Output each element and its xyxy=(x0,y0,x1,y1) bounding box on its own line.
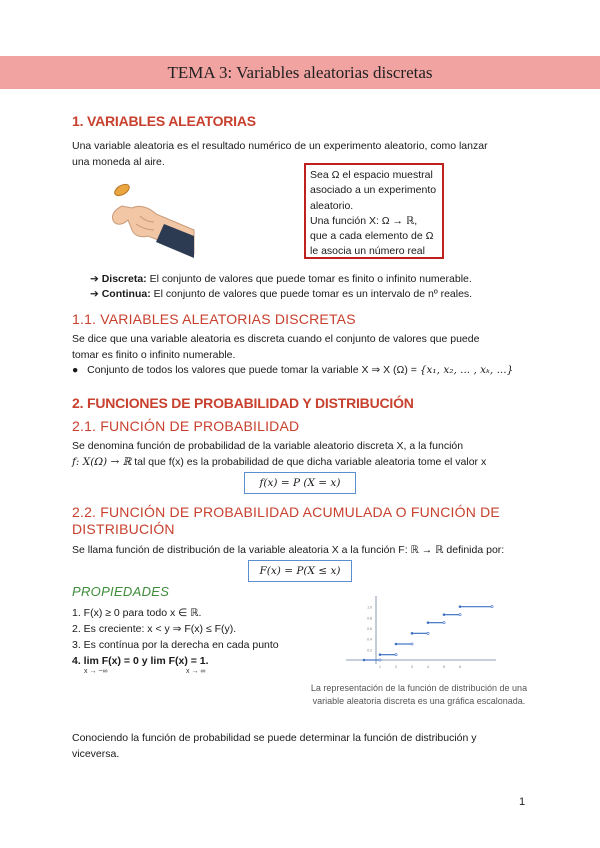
bullet-discreta xyxy=(90,271,472,287)
step-closed-point xyxy=(411,632,414,635)
coin-icon xyxy=(113,182,131,198)
step-open-point xyxy=(427,632,429,634)
property-item: 1. F(x) ≥ 0 para todo x ∈ ℝ. xyxy=(72,607,202,619)
step-closed-point xyxy=(427,621,430,624)
x-tick-label: 6 xyxy=(459,665,461,669)
step-open-point xyxy=(459,614,461,616)
prob-line-2 xyxy=(72,454,486,470)
step-closed-point xyxy=(379,653,382,656)
coin-toss-illustration xyxy=(104,180,196,258)
definition-box xyxy=(304,163,444,259)
figure-caption: La representación de la función de distribución de una variable aleatoria discreta es una gráfica escalonada. xyxy=(310,683,528,706)
page-title: TEMA 3: Variables aleatorias discretas xyxy=(167,63,433,82)
step-open-point xyxy=(379,659,381,661)
step-open-point xyxy=(491,606,493,608)
set-notation: {x₁, x₂, ... , xₖ, ...} xyxy=(419,364,514,376)
section-heading-2-1: 2.1. FUNCIÓN DE PROBABILIDAD xyxy=(72,418,300,434)
y-tick-label: 0.4 xyxy=(367,637,372,642)
arrow-icon: ➔ xyxy=(90,273,102,285)
section-heading-2-2-line1: 2.2. FUNCIÓN DE PROBABILIDAD ACUMULADA O FUNCIÓN DE xyxy=(72,504,500,520)
arrow-icon: ➔ xyxy=(90,288,102,300)
definition-line: que a cada elemento de Ω xyxy=(310,230,434,243)
bullet-text: El conjunto de valores que puede tomar es finito o infinito numerable. xyxy=(146,273,472,285)
set-bullet xyxy=(72,362,513,378)
definition-line: aleatorio. xyxy=(310,199,354,212)
bullet-label: Continua: xyxy=(101,288,151,300)
property-item: 2. Es creciente: x < y ⇒ F(x) ≤ F(y). xyxy=(72,623,237,635)
intro-line-2: una moneda al aire. xyxy=(72,156,165,168)
discreta-line-1: Se dice que una variable aleatoria es discreta cuando el conjunto de valores que puede xyxy=(72,333,480,345)
prob-line-1: Se denomina función de probabilidad de la variable aleatorio discreta X, a la función xyxy=(72,440,464,452)
definition-line: le asocia un número real xyxy=(310,245,425,258)
properties-title: PROPIEDADES xyxy=(72,584,170,599)
bullet-text: El conjunto de valores que puede tomar es un intervalo de nº reales. xyxy=(150,288,473,300)
discreta-line-2: tomar es finito o infinito numerable. xyxy=(72,349,236,361)
closing-line-1: Conociendo la función de probabilidad se puede determinar la función de distribución y xyxy=(72,732,477,744)
x-tick-label: 2 xyxy=(395,665,397,669)
definition-line: asociado a un experimento xyxy=(310,184,437,197)
step-closed-point xyxy=(459,605,462,608)
limit-subscript: x → ∞ xyxy=(186,668,206,675)
y-tick-label: 0.6 xyxy=(367,627,372,631)
prob-line-2-text: tal que f(x) es la probabilidad de que dicha variable aleatoria tome el valor x xyxy=(131,456,487,468)
x-tick-label: 5 xyxy=(443,665,445,669)
function-notation: f: X(Ω) → ℝ xyxy=(72,456,132,468)
step-open-point xyxy=(395,654,397,656)
step-open-point xyxy=(443,622,445,624)
bullet-label: Discreta: xyxy=(101,273,147,285)
step-open-point xyxy=(411,643,413,645)
section-heading-1-1: 1.1. VARIABLES ALEATORIAS DISCRETAS xyxy=(72,311,356,327)
formula-probability: f(x) = P (X = x) xyxy=(244,472,356,494)
definition-line: Una función X: Ω → ℝ, xyxy=(310,214,418,227)
definition-line: Sea Ω el espacio muestral xyxy=(310,169,433,181)
x-tick-label: 4 xyxy=(427,665,429,669)
y-tick-label: 0.8 xyxy=(367,616,372,621)
section-heading-2: 2. FUNCIONES DE PROBABILIDAD Y DISTRIBUCIÓN xyxy=(72,395,414,411)
distribution-definition: Se llama función de distribución de la variable aleatoria X a la función F: ℝ → ℝ definida por: xyxy=(72,544,505,556)
formula-distribution: F(x) = P(X ≤ x) xyxy=(248,560,352,582)
step-closed-point xyxy=(395,643,398,646)
property-item: 4. lim F(x) = 0 y lim F(x) = 1. xyxy=(72,655,209,667)
set-bullet-text: Conjunto de todos los valores que puede tomar la variable X ⇒ X (Ω) = xyxy=(87,364,420,376)
step-closed-point xyxy=(443,613,446,616)
y-tick-label: 0.2 xyxy=(367,648,372,653)
bullet-continua xyxy=(90,286,472,302)
step-closed-point xyxy=(363,659,366,662)
property-item: 3. Es contínua por la derecha en cada punto xyxy=(72,639,279,651)
closing-line-2: viceversa. xyxy=(72,748,120,760)
intro-line-1: Una variable aleatoria es el resultado numérico de un experimento aleatorio, como lanzar xyxy=(72,140,488,152)
x-tick-label: 1 xyxy=(379,665,381,669)
x-tick-label: 3 xyxy=(411,665,413,669)
page-number: 1 xyxy=(519,796,526,808)
limit-subscript: x → −∞ xyxy=(84,668,108,675)
step-chart xyxy=(346,592,496,672)
y-tick-label: 1.0 xyxy=(367,605,372,610)
section-heading-2-2-line2: DISTRIBUCIÓN xyxy=(72,521,175,537)
section-heading-1: 1. VARIABLES ALEATORIAS xyxy=(72,113,256,129)
bullet-dot-icon: ● xyxy=(72,364,79,376)
